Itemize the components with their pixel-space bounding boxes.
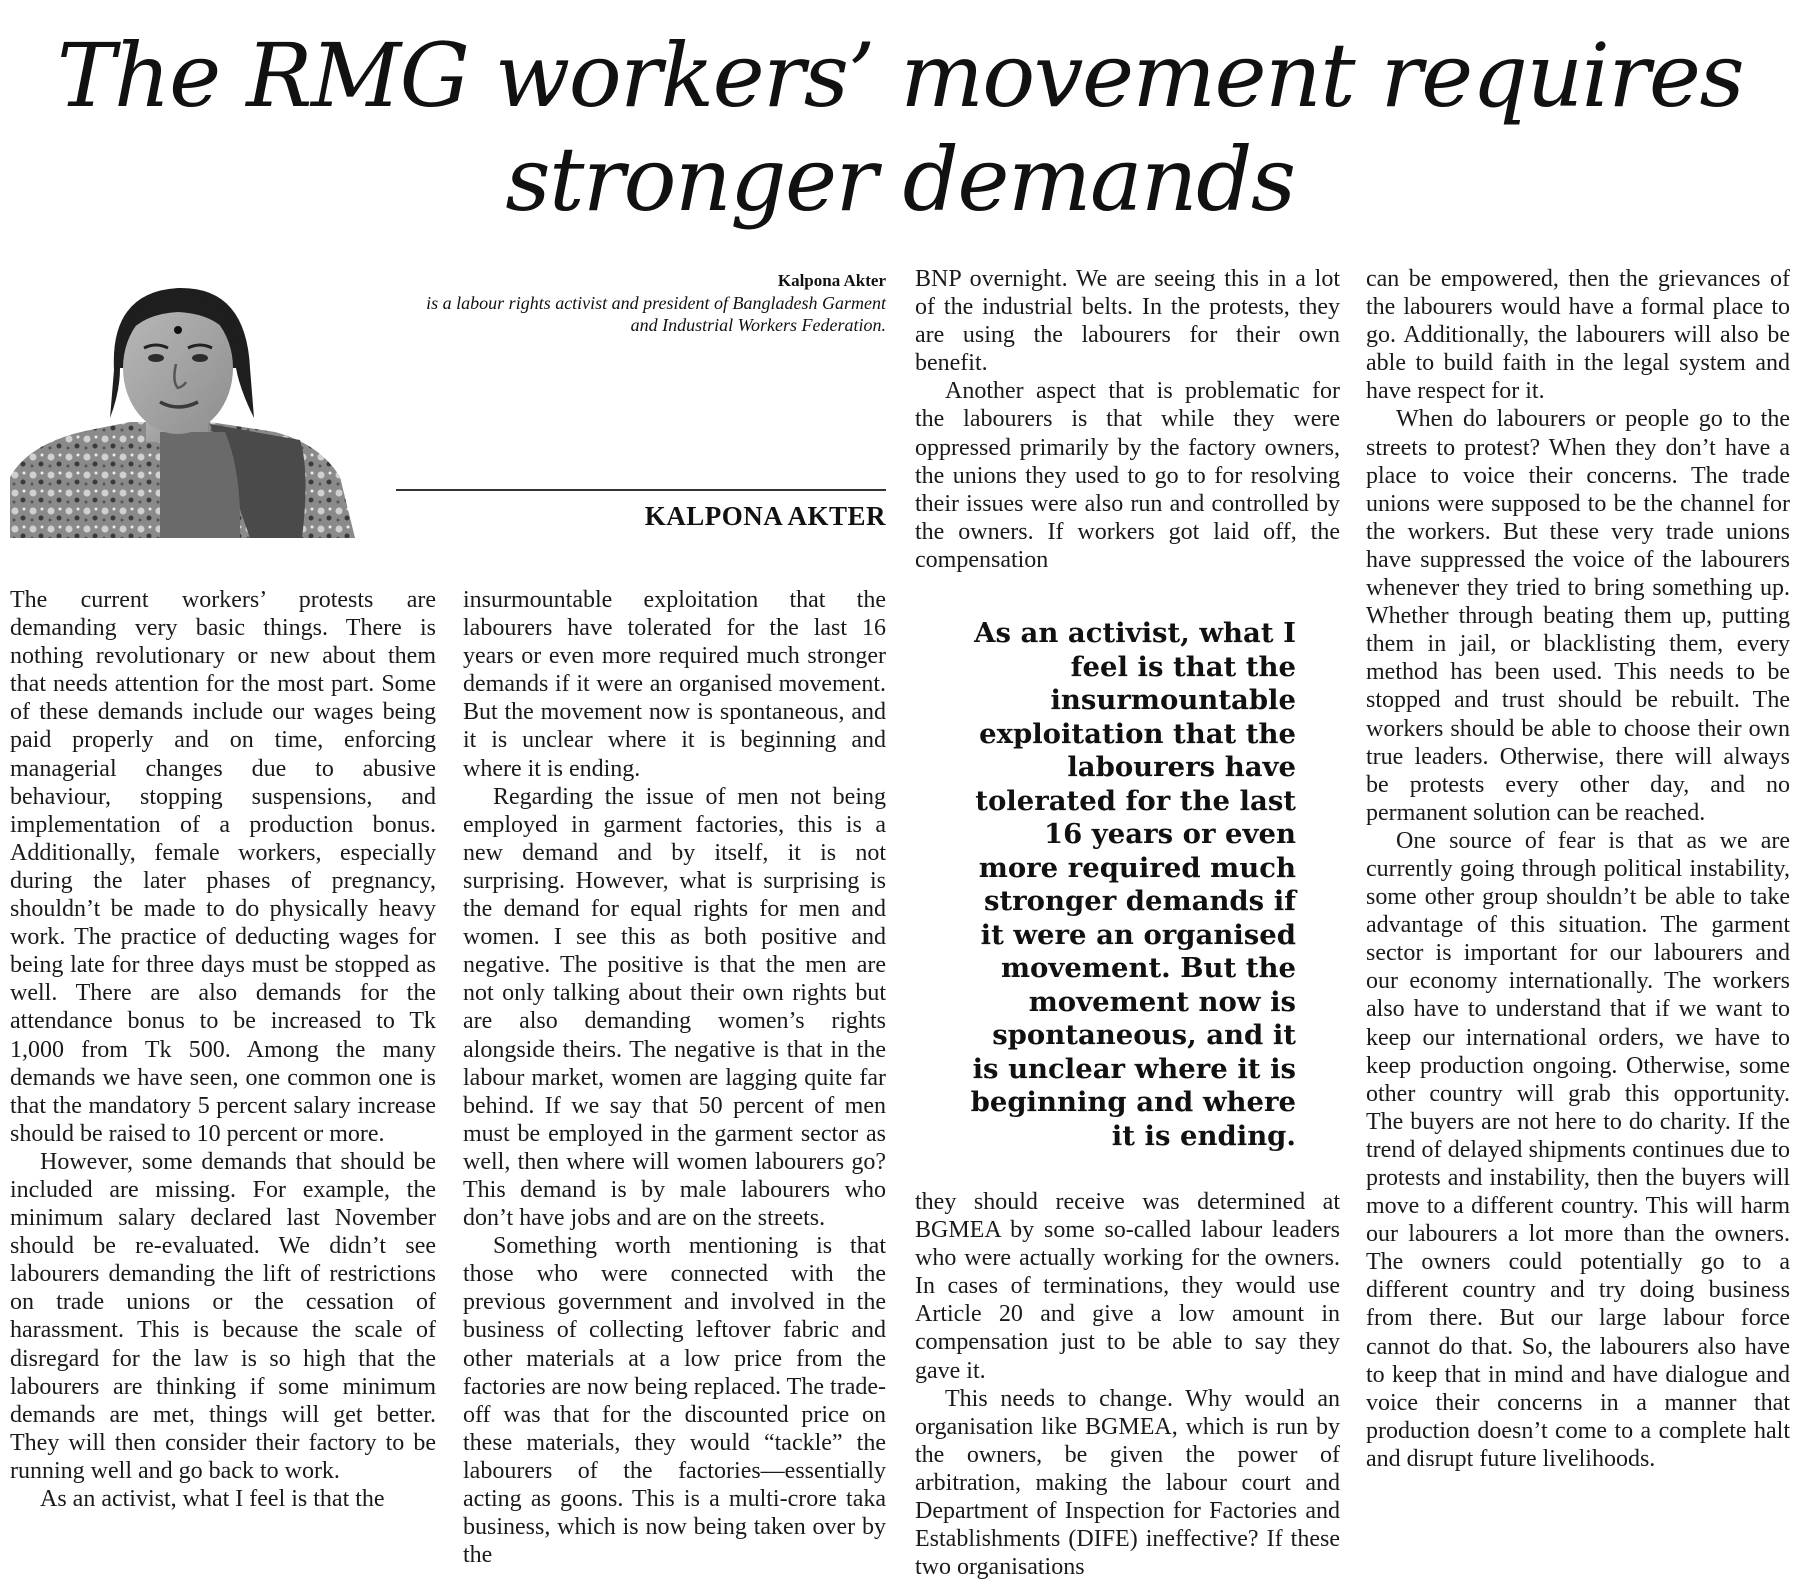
paragraph: As an activist, what I feel is that the (40, 1486, 385, 1512)
author-credit (396, 270, 886, 336)
article-column-3-top (915, 265, 1340, 574)
paragraph: insurmountable exploitation that the labourers have tolerated for the last 16 years or even more required much stronger demands if it were an organised movement. But the movement now is spontaneous, and it is unclear where it is beginning and where it is ending. (463, 587, 886, 782)
author-bio: is a labour rights activist and president of Bangladesh Garment and Industrial Workers Federation. (426, 293, 886, 335)
paragraph: can be empowered, then the grievances of the labourers would have a formal place to go. Additionally, the labourers will also be able to build faith in the legal system and have respect for it. (1366, 266, 1790, 405)
paragraph: When do labourers or people go to the streets to protest? When they don’t have a place to voice their concerns. The trade unions were supposed to be the channel for the workers. But these very trade unions have suppressed the voice of the labourers whenever they tried to bring something up. Whether through beating them up, putting them in jail, or blacklisting them, every method has been used. This needs to be stopped and trust should be rebuilt. The workers should be able to choose their own true leaders. Otherwise, there will always be protests every other day, and no permanent solution can be reached. (1366, 406, 1790, 826)
author-photo (10, 272, 392, 538)
paragraph: However, some demands that should be included are missing. For example, the minimum salary declared last November should be re-evaluated. We didn’t see labourers demanding the lift of restrictions on trade unions or the cessation of harassment. This is because the scale of disregard for the law is so high that the labourers are thinking if some minimum demands are met, things will get better. They will then consider their factory to be running well and go back to work. (10, 1148, 436, 1484)
paragraph: BNP overnight. We are seeing this in a lot of the industrial belts. In the protests, they are using the labourers for their own benefit. (915, 266, 1340, 377)
author-byline: KALPONA AKTER (644, 501, 886, 531)
article-column-4 (1366, 265, 1790, 1473)
pull-quote: As an activist, what I feel is that the insurmountable exploitation that the labourers have tolerated for the last 16 years or even more required much stronger demands if it were an organised movement. But the movement now is spontaneous, and it is unclear where it is beginning and where it is ending. (970, 617, 1296, 1152)
paragraph: One source of fear is that as we are currently going through political instability, some other group shouldn’t be able to take advantage of this situation. The garment sector is important for our labourers and our economy internationally. The workers also have to understand that if we want to keep our international orders, we have to keep production ongoing. Otherwise, some other country will grab this opportunity. The buyers are not here to do charity. If the trend of delayed shipments continues due to protests and instability, then the buyers will move to a different country. This will harm our labourers a lot more than the owners. The owners could potentially go to a different country and try doing business from there. But our large labour force cannot do that. So, the labourers also have to keep that in mind and have dialogue and voice their concerns in a manner that production doesn’t come to a complete halt and disrupt future livelihoods. (1366, 827, 1790, 1472)
paragraph: Something worth mentioning is that those who were connected with the previous government and involved in the business of collecting leftover fabric and other materials at a low price from the factories are now being replaced. The trade-off was that for the discounted price on these materials, they would “tackle” the labourers of the factories—essentially acting as goons. This is a multi-crore taka business, which is now being taken over by the (463, 1233, 886, 1569)
headline: The RMG workers’ movement requires stronger demands (56, 24, 1744, 231)
article-column-2 (463, 586, 886, 1569)
paragraph: This needs to change. Why would an organisation like BGMEA, which is run by the owners, be given the power of arbitration, making the labour court and Department of Inspection for Factories and Establishments (DIFE) ineffective? If these two organisations (915, 1385, 1340, 1581)
article-column-1 (10, 586, 436, 1513)
paragraph: Regarding the issue of men not being employed in garment factories, this is a new demand and by itself, it is not surprising. However, what is surprising is the demand for equal rights for men and women. I see this as both positive and negative. The positive is that the men are not only talking about their own rights but are also demanding women’s rights alongside theirs. The negative is that in the labour market, women are lagging quite far behind. If we say that 50 percent of men must be employed in the garment sector as well, then where will women labourers go? This demand is by male labourers who don’t have jobs and are on the streets. (463, 783, 886, 1232)
article-column-3-bottom (915, 1188, 1340, 1581)
author-credit-name: Kalpona Akter (777, 271, 886, 290)
byline-divider (396, 489, 886, 491)
paragraph: they should receive was determined at BGMEA by some so-called labour leaders who were actually working for the owners. In cases of terminations, they would use Article 20 and give a low amount in compensation just to be able to say they gave it. (915, 1189, 1340, 1384)
paragraph: The current workers’ protests are demanding very basic things. There is nothing revolutionary or new about them that needs attention for the most part. Some of these demands include our wages being paid properly and on time, enforcing managerial changes due to abusive behaviour, stopping suspensions, and implementation of a production bonus. Additionally, female workers, especially during the later phases of pregnancy, shouldn’t be made to do physically heavy work. The practice of deducting wages for being late for three days must be stopped as well. There are also demands for the attendance bonus to be increased to Tk 1,000 from Tk 500. Among the many demands we have seen, one common one is that the mandatory 5 percent salary increase should be raised to 10 percent or more. (10, 587, 436, 1147)
paragraph: Another aspect that is problematic for the labourers is that while they were oppressed primarily by the factory owners, the unions they used to go to for resolving their issues were also run and controlled by the owners. If workers got laid off, the compensation (915, 378, 1340, 573)
